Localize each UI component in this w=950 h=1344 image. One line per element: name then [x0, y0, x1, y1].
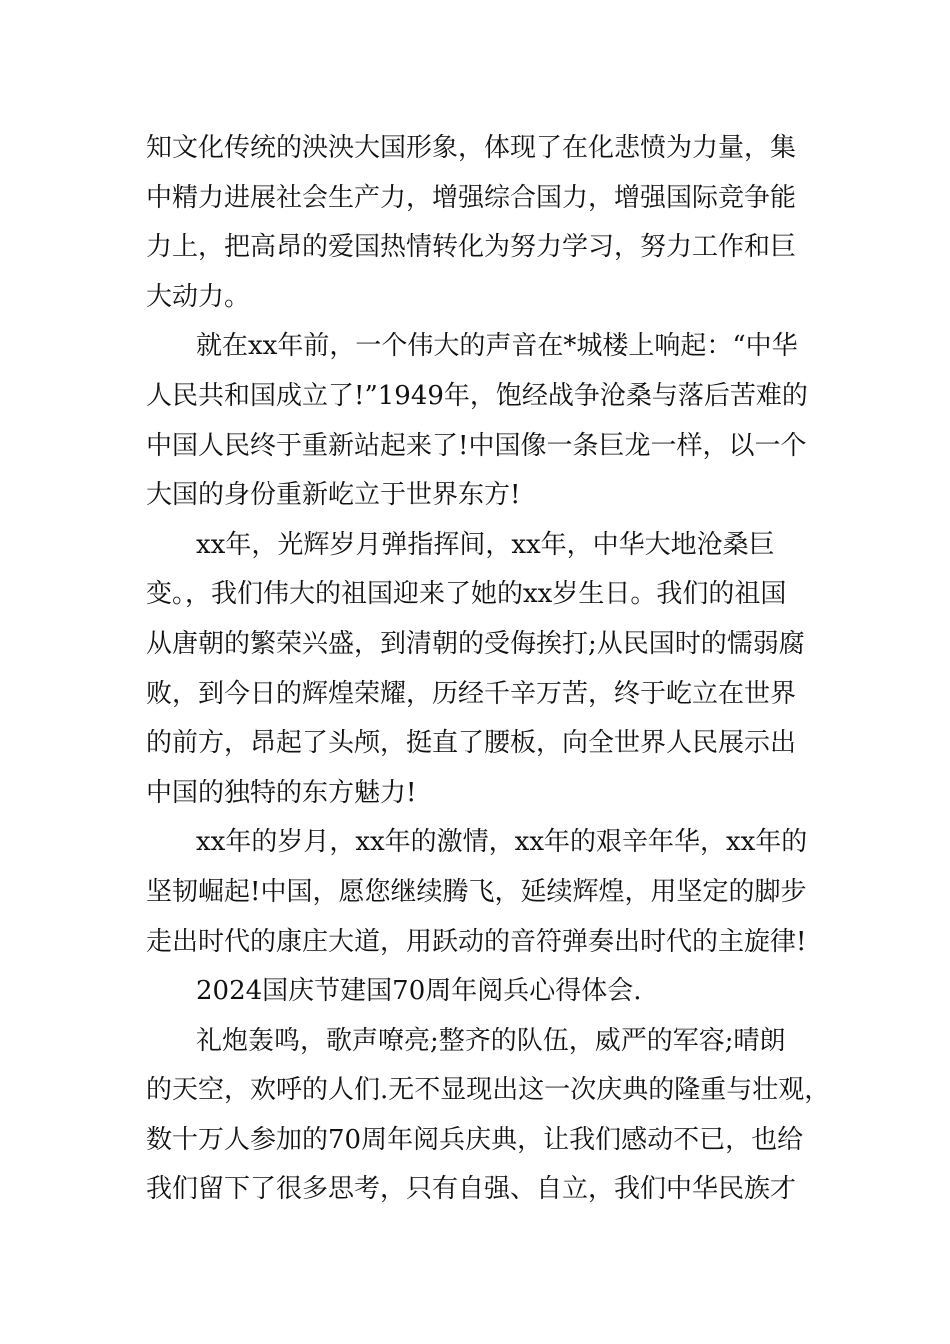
paragraph-first-line: xx年，光辉岁月弹指挥间，xx年，中华大地沧桑巨: [196, 529, 775, 560]
paragraph-first-line: 礼炮轰鸣，歌声嘹亮;整齐的队伍，威严的军容;晴朗: [196, 1025, 786, 1056]
text-line: 坚韧崛起!中国，愿您继续腾飞，延续辉煌，用坚定的脚步: [146, 876, 807, 907]
text-line: 我们留下了很多思考，只有自强、自立，我们中华民族才: [146, 1174, 797, 1205]
text-line: 走出时代的康庄大道，用跃动的音符弹奏出时代的主旋律!: [146, 926, 807, 957]
text-line: 力上，把高昂的爱国热情转化为努力学习，努力工作和巨: [146, 232, 797, 263]
text-line: 的前方，昂起了头颅，挺直了腰板，向全世界人民展示出: [146, 728, 797, 759]
text-line: 中精力进展社会生产力，增强综合国力，增强国际竞争能: [146, 182, 797, 213]
document-body: [146, 124, 831, 1215]
section-heading: 2024国庆节建国70周年阅兵心得体会.: [196, 976, 642, 1007]
text-line: 败，到今日的辉煌荣耀，历经千辛万苦，终于屹立在世界: [146, 678, 797, 709]
text-line: 大动力。: [146, 281, 251, 312]
text-line: 数十万人参加的70周年阅兵庆典，让我们感动不已，也给: [146, 1124, 804, 1155]
text-line: 中国的独特的东方魅力!: [146, 777, 417, 808]
text-line: 的天空，欢呼的人们.无不显现出这一次庆典的隆重与壮观，: [146, 1075, 831, 1106]
text-line: 从唐朝的繁荣兴盛，到清朝的受侮挨打;从民国时的懦弱腐: [146, 628, 805, 659]
paragraph-first-line: 就在xx年前，一个伟大的声音在*城楼上响起：“中华: [196, 331, 798, 362]
text-line: 变。，我们伟大的祖国迎来了她的xx岁生日。我们的祖国: [146, 579, 787, 610]
text-line: 人民共和国成立了!”1949年，饱经战争沧桑与落后苦难的: [146, 380, 808, 411]
text-line: 知文化传统的泱泱大国形象，体现了在化悲愤为力量，集: [146, 133, 797, 163]
paragraph-first-line: xx年的岁月，xx年的激情，xx年的艰辛年华，xx年的: [196, 827, 808, 858]
text-line: 中国人民终于重新站起来了!中国像一条巨龙一样，以一个: [146, 430, 807, 461]
text-line: 大国的身份重新屹立于世界东方!: [146, 480, 521, 511]
